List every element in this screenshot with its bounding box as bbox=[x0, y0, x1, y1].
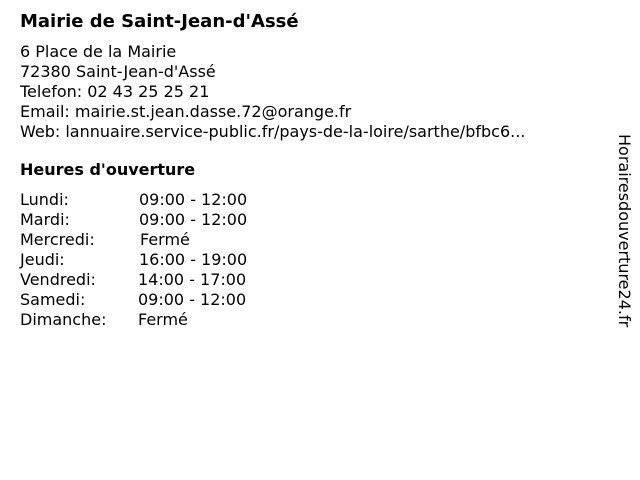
day-hours: Fermé bbox=[138, 310, 188, 329]
day-label: Mercredi: bbox=[20, 230, 95, 249]
hours-row-saturday bbox=[20, 290, 600, 310]
site-brand-vertical: Horairesdouverture24.fr bbox=[615, 134, 634, 328]
office-info bbox=[20, 10, 600, 330]
day-label: Lundi: bbox=[20, 190, 69, 209]
day-label: Jeudi: bbox=[20, 250, 65, 269]
opening-hours-table bbox=[20, 190, 600, 330]
address-line-1: 6 Place de la Mairie bbox=[20, 42, 177, 61]
hours-row-monday bbox=[20, 190, 600, 210]
day-label: Dimanche: bbox=[20, 310, 107, 329]
day-hours: 16:00 - 19:00 bbox=[139, 250, 248, 269]
hours-row-wednesday bbox=[20, 230, 600, 250]
web-line: Web: lannuaire.service-public.fr/pays-de-la-loire/sarthe/bfbc6... bbox=[20, 122, 526, 141]
hours-row-thursday bbox=[20, 250, 600, 270]
address-line-2: 72380 Saint-Jean-d'Assé bbox=[20, 62, 216, 81]
day-label: Samedi: bbox=[20, 290, 86, 309]
day-hours: 09:00 - 12:00 bbox=[138, 290, 247, 309]
opening-hours-heading: Heures d'ouverture bbox=[20, 160, 196, 179]
day-hours: 09:00 - 12:00 bbox=[139, 210, 248, 229]
hours-row-sunday bbox=[20, 310, 600, 330]
day-label: Mardi: bbox=[20, 210, 70, 229]
day-hours: 14:00 - 17:00 bbox=[138, 270, 247, 289]
day-hours: Fermé bbox=[140, 230, 190, 249]
hours-row-friday bbox=[20, 270, 600, 290]
day-label: Vendredi: bbox=[20, 270, 96, 289]
office-title: Mairie de Saint-Jean-d'Assé bbox=[20, 11, 299, 32]
email-line: Email: mairie.st.jean.dasse.72@orange.fr bbox=[20, 102, 352, 121]
phone-line: Telefon: 02 43 25 25 21 bbox=[20, 82, 210, 101]
hours-row-tuesday bbox=[20, 210, 600, 230]
day-hours: 09:00 - 12:00 bbox=[139, 190, 248, 209]
